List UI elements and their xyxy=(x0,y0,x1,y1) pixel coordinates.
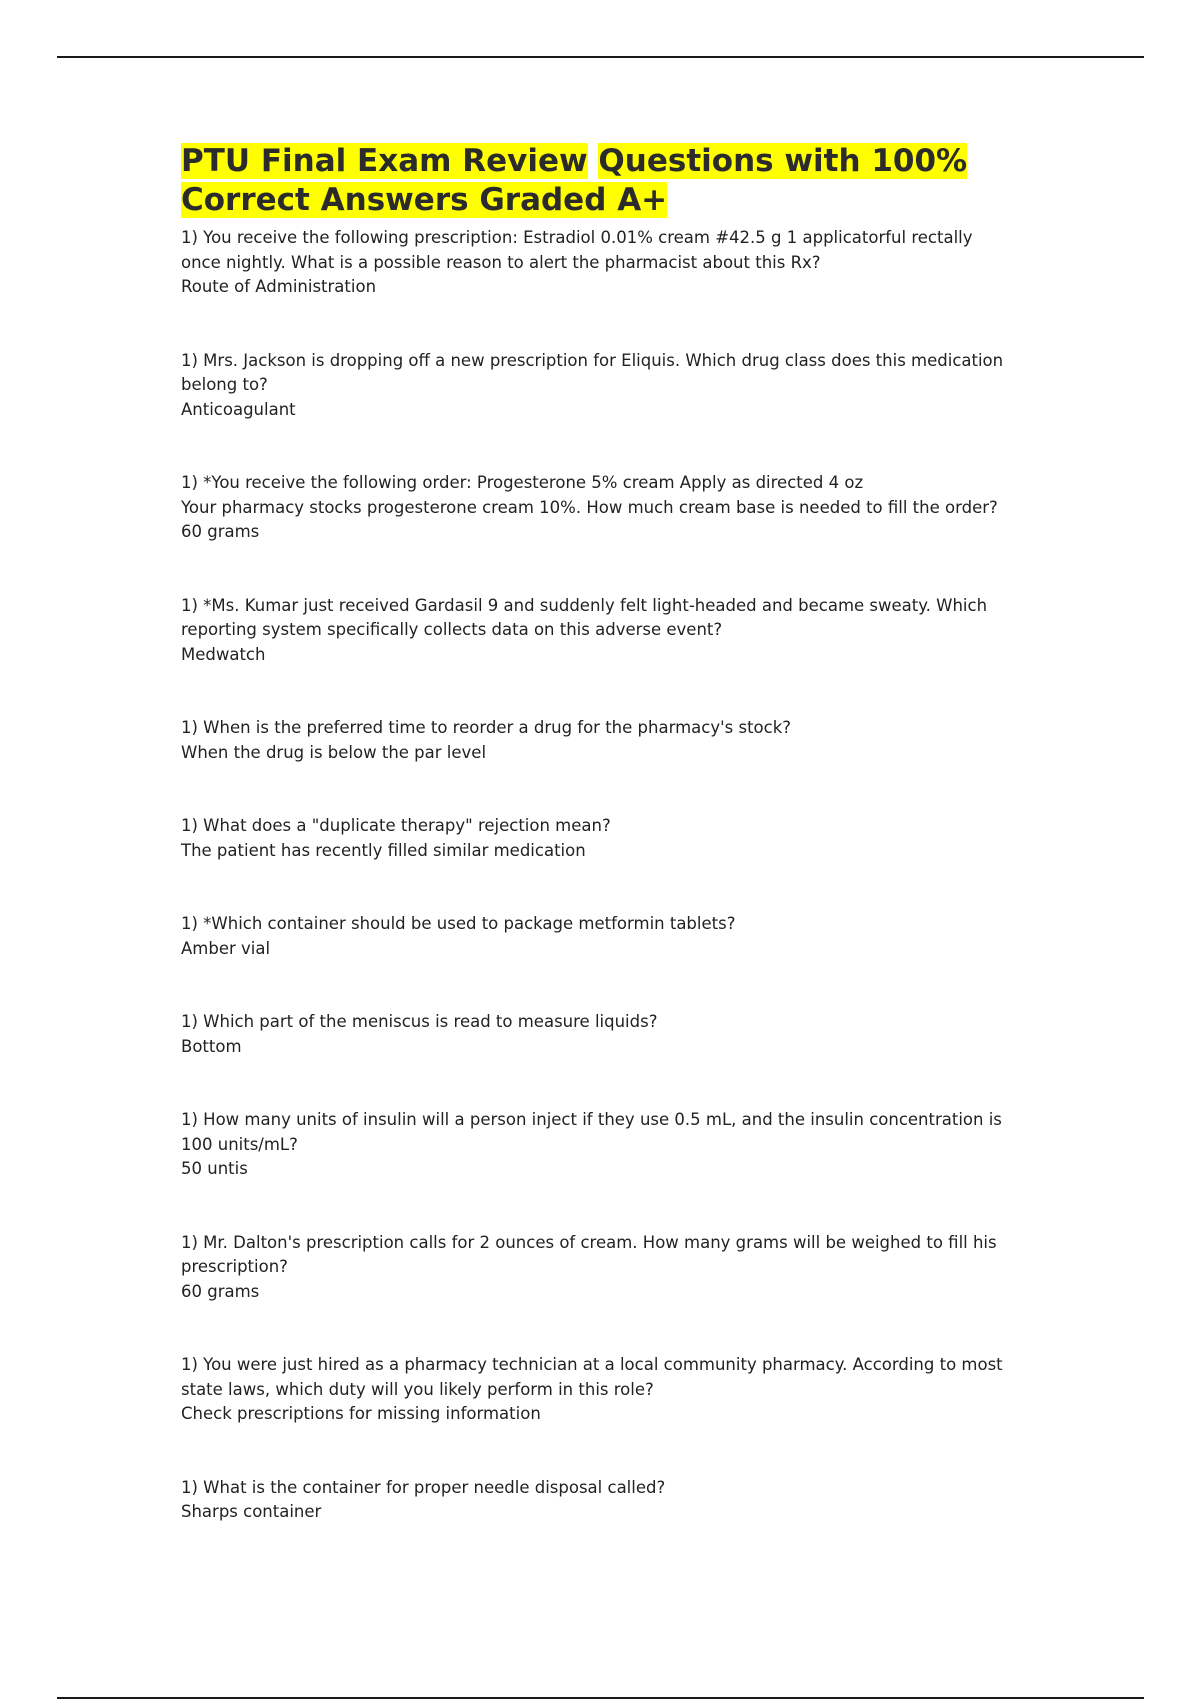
answer-text: Amber vial xyxy=(181,938,271,958)
answer-text: Sharps container xyxy=(181,1502,322,1521)
qa-item xyxy=(181,1231,1011,1305)
question-text: 1) What is the container for proper needle disposal called? xyxy=(181,1477,666,1497)
qa-item xyxy=(181,594,1011,668)
question-text: 1) You were just hired as a pharmacy technician at a local community pharmacy. According to most state laws, which duty will you likely perform in this role? xyxy=(181,1355,1003,1399)
question-text: 1) You receive the following prescription: Estradiol 0.01% cream #42.5 g 1 applicatorful rectally once nightly. What is a possible reason to alert the pharmacist about this Rx? xyxy=(181,228,973,272)
qa-item xyxy=(181,1108,1011,1182)
question-text: 1) *Which container should be used to package metformin tablets? xyxy=(181,914,736,933)
question-text: 1) Mrs. Jackson is dropping off a new prescription for Eliquis. Which drug class does this medication belong to? xyxy=(181,350,1004,394)
qa-item xyxy=(181,349,1011,423)
qa-item xyxy=(181,912,1011,961)
answer-text: Check prescriptions for missing information xyxy=(181,1404,541,1423)
answer-text: The patient has recently filled similar medication xyxy=(181,840,586,860)
question-text: 1) What does a "duplicate therapy" rejection mean? xyxy=(181,816,611,835)
bottom-divider xyxy=(57,1697,1144,1699)
answer-text: Anticoagulant xyxy=(181,399,296,419)
title-highlight-2: Questions with 100% Correct Answers Graded A+ xyxy=(181,143,968,218)
answer-text: When the drug is below the par level xyxy=(181,742,487,762)
question-text: 1) When is the preferred time to reorder a drug for the pharmacy's stock? xyxy=(181,718,792,737)
question-text: 1) How many units of insulin will a person inject if they use 0.5 mL, and the insulin concentration is 100 units/mL? xyxy=(181,1110,1002,1154)
qa-item xyxy=(181,1010,1011,1059)
qa-item xyxy=(181,1476,1011,1525)
question-text-continued: Your pharmacy stocks progesterone cream 10%. How much cream base is needed to fill the order? xyxy=(181,497,998,517)
answer-text: Route of Administration xyxy=(181,277,377,296)
qa-item xyxy=(181,471,1011,545)
title-highlight-1: PTU Final Exam Review xyxy=(181,143,588,179)
qa-item xyxy=(181,716,1011,765)
qa-item xyxy=(181,226,1011,300)
document-title xyxy=(181,142,1011,220)
question-text: 1) Mr. Dalton's prescription calls for 2 ounces of cream. How many grams will be weighed to fill his prescription? xyxy=(181,1232,997,1276)
question-text: 1) *You receive the following order: Progesterone 5% cream Apply as directed 4 oz xyxy=(181,473,864,492)
answer-text: 60 grams xyxy=(181,522,260,541)
answer-text: Bottom xyxy=(181,1036,242,1056)
qa-item xyxy=(181,814,1011,863)
top-divider xyxy=(57,56,1144,58)
document-body xyxy=(181,142,1011,1525)
answer-text: 60 grams xyxy=(181,1281,260,1301)
answer-text: Medwatch xyxy=(181,644,266,664)
question-text: 1) Which part of the meniscus is read to measure liquids? xyxy=(181,1012,658,1031)
answer-text: 50 untis xyxy=(181,1159,248,1178)
question-text: 1) *Ms. Kumar just received Gardasil 9 and suddenly felt light-headed and became sweaty. Which reporting system specifically collects data on this adverse event? xyxy=(181,595,988,639)
qa-item xyxy=(181,1353,1011,1427)
